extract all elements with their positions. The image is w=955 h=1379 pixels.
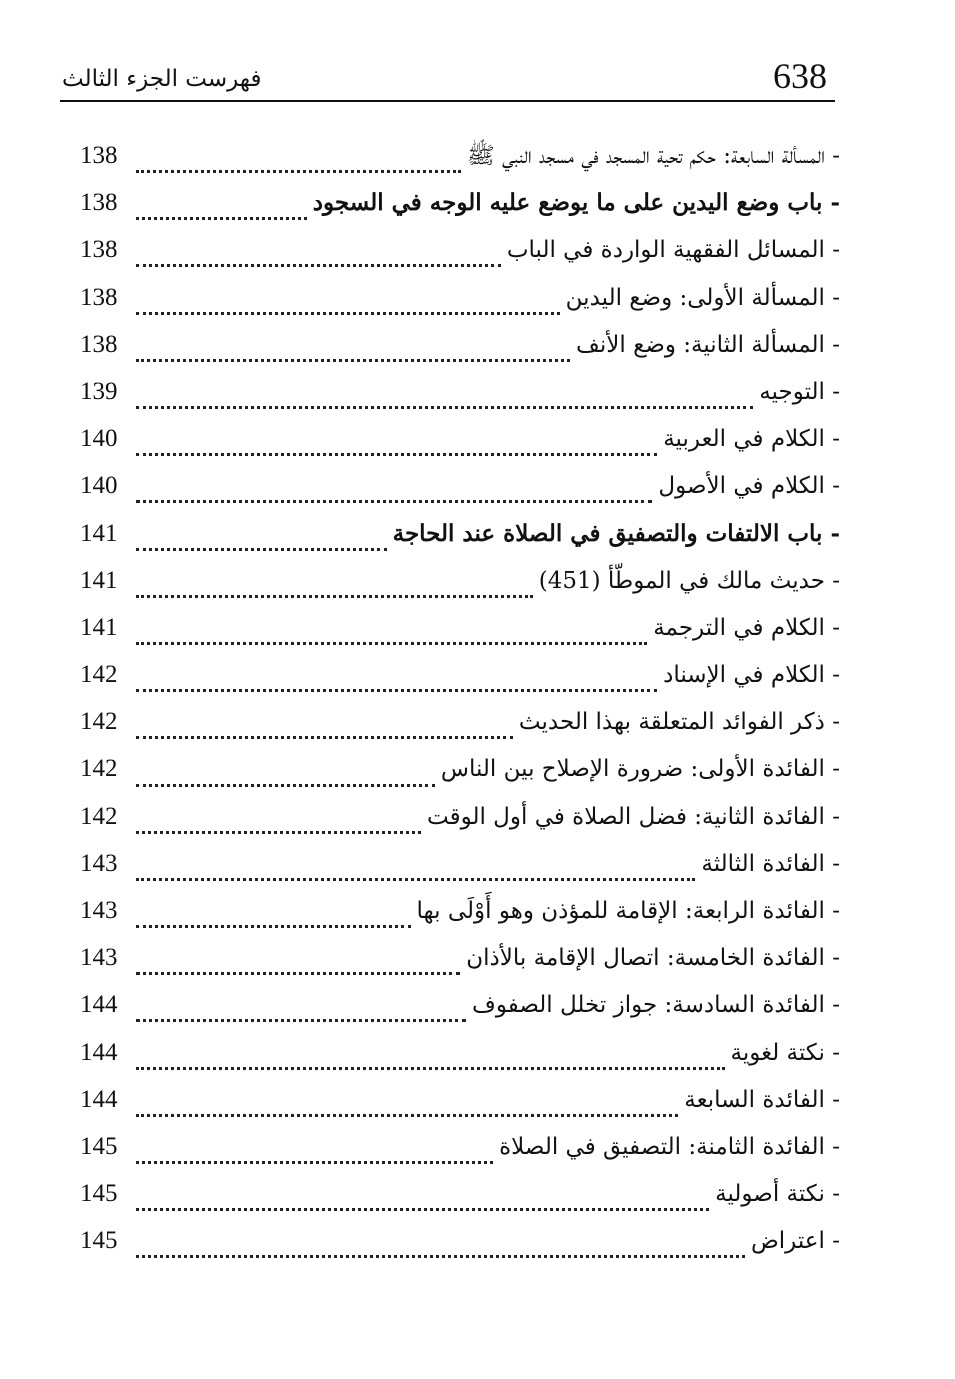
toc-entry: [80, 282, 840, 329]
toc-entry-title: - حديث مالك في الموطّأ (451): [538, 567, 840, 594]
toc-entry-title: - المسائل الفقهية الواردة في الباب: [506, 237, 840, 264]
toc-entry-page: 145: [80, 1227, 118, 1255]
dot-leader: [136, 500, 652, 503]
toc-entry: [80, 565, 840, 612]
dot-leader: [136, 1208, 709, 1211]
toc-entry-title: - المسألة السابعة: حكم تحية المسجد في مسجد النبي ﷺ: [466, 143, 840, 169]
toc-entry-title: - الكلام في الأصول: [658, 473, 840, 500]
toc-entry: [80, 187, 840, 234]
toc-entry: [80, 376, 840, 423]
toc-entry-title: - الفائدة الخامسة: اتصال الإقامة بالأذان: [466, 945, 840, 972]
toc-entry-title: - الفائدة الرابعة: الإقامة للمؤذن وهو أَوْلَى بها: [416, 898, 840, 924]
toc-entry: [80, 942, 840, 989]
toc-entry-title: - اعتراض: [750, 1228, 840, 1255]
toc-entry-title: - نكتة لغوية: [730, 1039, 840, 1066]
running-title: فهرست الجزء الثالث: [62, 66, 262, 92]
dot-leader: [136, 972, 460, 975]
toc-entry-title: - التوجيه: [759, 378, 840, 405]
toc-entry-page: 138: [80, 189, 118, 217]
toc-entry-title: - الفائدة الثالثة: [701, 850, 840, 877]
toc-entry-title: - الفائدة الأولى: ضرورة الإصلاح بين الناس: [440, 756, 840, 783]
toc-entry-page: 144: [80, 1038, 118, 1066]
toc-entry-title: - الكلام في الإسناد: [663, 662, 840, 689]
dot-leader: [136, 878, 695, 881]
toc-entry: [80, 234, 840, 281]
dot-leader: [136, 1114, 678, 1117]
dot-leader: [136, 264, 501, 267]
toc-entry: [80, 895, 840, 942]
dot-leader: [136, 1019, 466, 1022]
dot-leader: [136, 406, 753, 409]
toc-entry-page: 141: [80, 613, 118, 641]
toc-entry-page: 138: [80, 283, 118, 311]
toc-entry: [80, 140, 840, 187]
toc-entry: [80, 1037, 840, 1084]
toc-entry: [80, 659, 840, 706]
dot-leader: [136, 1255, 745, 1258]
toc-entry-title: - نكتة أصولية: [715, 1181, 840, 1208]
toc-entry-page: 139: [80, 377, 118, 405]
toc-entry-title: - الفائدة السابعة: [684, 1086, 840, 1113]
dot-leader: [136, 784, 435, 787]
toc-entry: [80, 1225, 840, 1272]
toc-entry-page: 143: [80, 897, 118, 924]
toc-entry-page: 144: [80, 991, 118, 1019]
toc-entry-page: 143: [80, 849, 118, 877]
dot-leader: [136, 736, 513, 739]
page-number: 638: [773, 56, 827, 96]
toc-entry-page: 142: [80, 802, 118, 830]
toc-entry-page: 138: [80, 142, 118, 169]
dot-leader: [136, 217, 307, 220]
toc-entry: [80, 1131, 840, 1178]
toc-entry-title: - الكلام في الترجمة: [653, 614, 840, 641]
toc-entry-page: 140: [80, 425, 118, 453]
toc-entry: [80, 470, 840, 517]
toc-entry-page: 142: [80, 661, 118, 689]
dot-leader: [136, 925, 411, 928]
toc-entry: [80, 329, 840, 376]
toc-entry-page: 141: [80, 519, 118, 547]
toc-entry-page: 143: [80, 944, 118, 972]
toc-entry: [80, 518, 840, 565]
toc-entry: [80, 801, 840, 848]
toc-entry: [80, 423, 840, 470]
dot-leader: [136, 170, 461, 173]
toc-entry-title: - المسألة الأولى: وضع اليدين: [565, 284, 840, 311]
toc-entry-page: 141: [80, 566, 118, 594]
dot-leader: [136, 831, 421, 834]
toc-entry-page: 142: [80, 755, 118, 783]
toc-entry: [80, 753, 840, 800]
toc-entry-title: - الفائدة الثانية: فضل الصلاة في أول الوقت: [427, 803, 840, 830]
dot-leader: [136, 548, 387, 551]
toc-entry: [80, 989, 840, 1036]
toc-entry-page: 140: [80, 472, 118, 500]
dot-leader: [136, 453, 657, 456]
toc-entry-title: - الفائدة الثامنة: التصفيق في الصلاة: [499, 1133, 840, 1160]
page-header: [60, 52, 835, 102]
toc-entry-title: - الكلام في العربية: [663, 426, 840, 453]
toc-entry-title: - باب وضع اليدين على ما يوضع عليه الوجه في السجود: [312, 189, 840, 217]
toc-entry-page: 138: [80, 236, 118, 264]
toc-entry-page: 144: [80, 1085, 118, 1113]
toc-entry-page: 138: [80, 330, 118, 358]
toc-entry-title: - المسألة الثانية: وضع الأنف: [576, 331, 840, 358]
dot-leader: [136, 1067, 725, 1070]
toc-entry: [80, 1084, 840, 1131]
toc-entry-page: 145: [80, 1180, 118, 1208]
toc-entry: [80, 1178, 840, 1225]
toc-entry: [80, 848, 840, 895]
dot-leader: [136, 642, 647, 645]
toc-entry-page: 145: [80, 1132, 118, 1160]
dot-leader: [136, 1161, 493, 1164]
toc-entry-page: 142: [80, 708, 118, 736]
dot-leader: [136, 359, 570, 362]
toc-entry-title: - الفائدة السادسة: جواز تخلل الصفوف: [472, 992, 840, 1019]
toc-entry: [80, 706, 840, 753]
toc-entry-title: - ذكر الفوائد المتعلقة بهذا الحديث: [518, 709, 840, 736]
table-of-contents: [80, 140, 840, 1273]
dot-leader: [136, 312, 560, 315]
dot-leader: [136, 595, 533, 598]
dot-leader: [136, 689, 657, 692]
toc-entry-title: - باب الالتفات والتصفيق في الصلاة عند الحاجة: [392, 519, 840, 547]
toc-entry: [80, 612, 840, 659]
